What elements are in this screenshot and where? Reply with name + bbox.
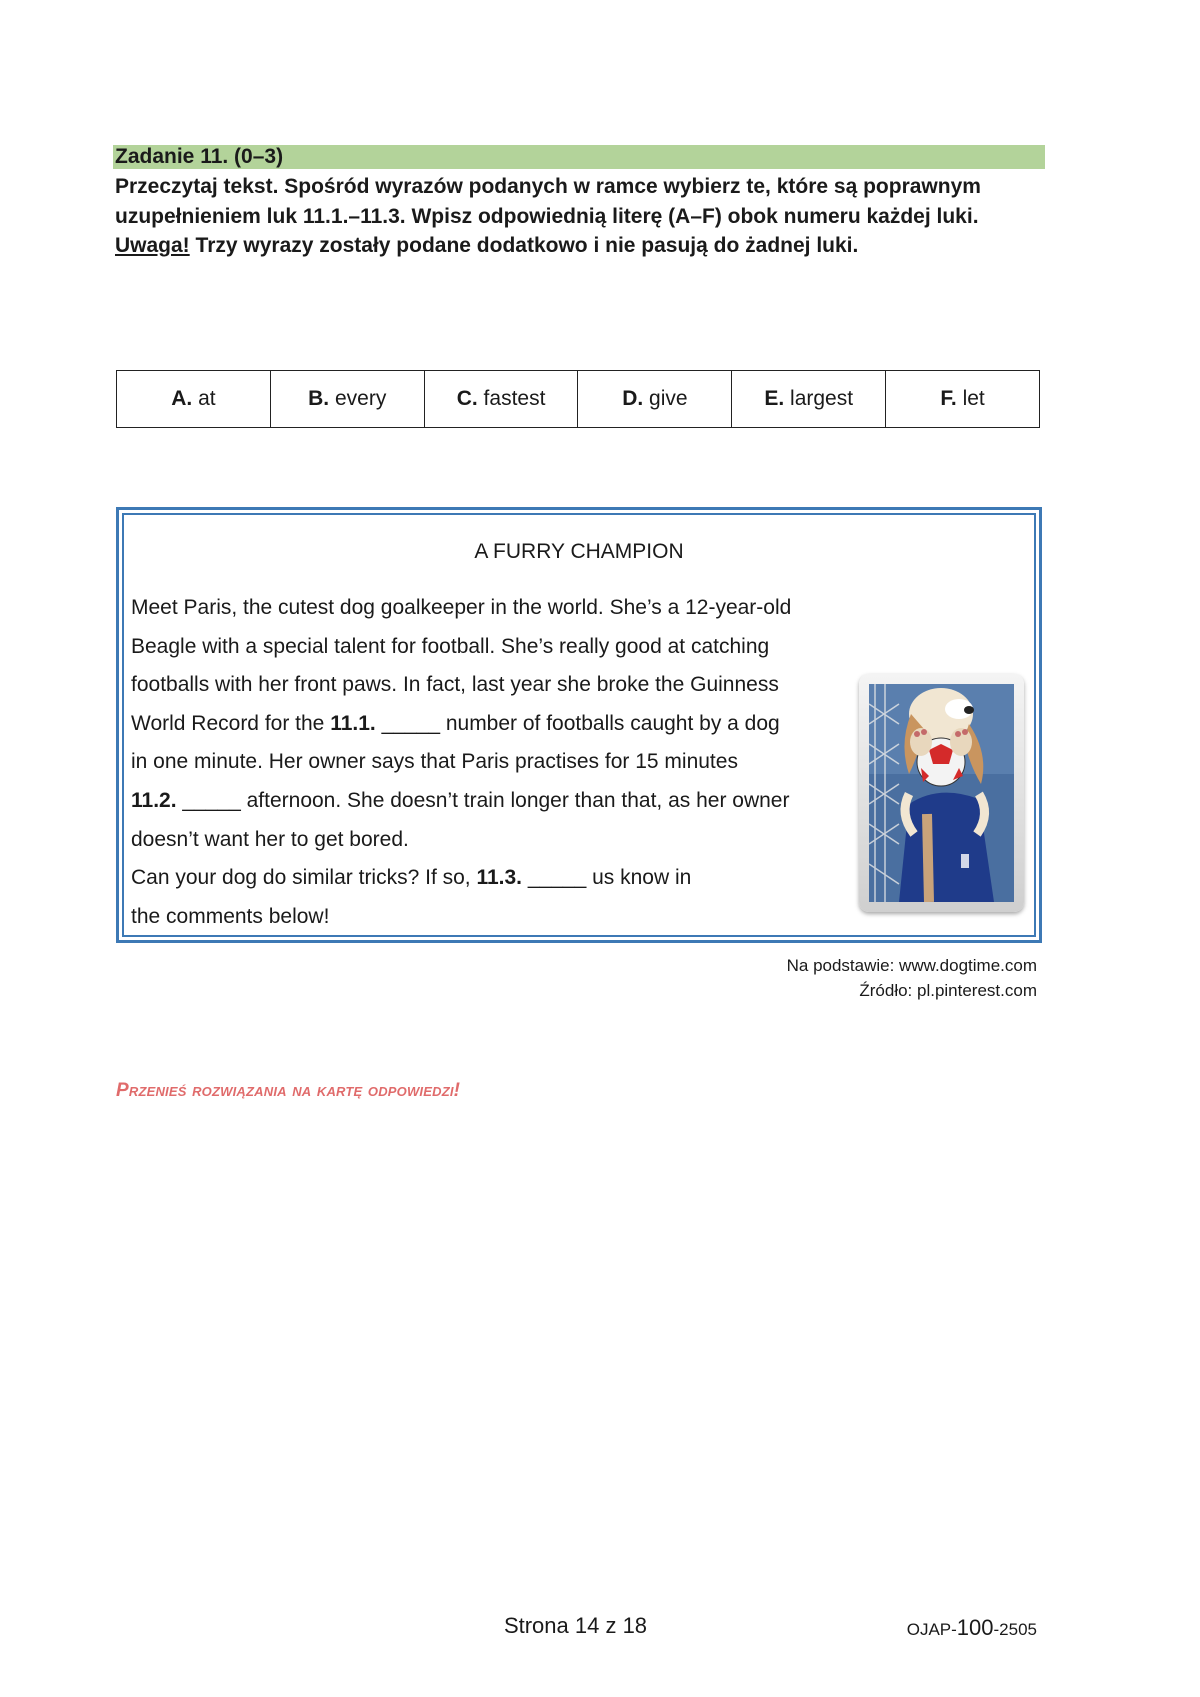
story-title: A FURRY CHAMPION bbox=[474, 540, 684, 563]
story-line: Beagle with a special talent for football. She’s really good at catching bbox=[131, 634, 770, 658]
source-attribution bbox=[787, 953, 1037, 1003]
story-line: Meet Paris, the cutest dog goalkeeper in the world. She’s a 12-year-old bbox=[131, 596, 792, 619]
note bbox=[115, 231, 1035, 261]
option-f: F. let bbox=[886, 371, 1040, 428]
instruction-text: Przeczytaj tekst. Spośród wyrazów podanych w ramce wybierz te, które są poprawnym uzupełnieniem luk 11.1.–11.3. Wpisz odpowiednią literę (A–F) obok numeru każdej luki. bbox=[115, 175, 981, 228]
task-header: Zadanie 11. (0–3) bbox=[113, 145, 1045, 169]
option-d: D. give bbox=[578, 371, 732, 428]
story-line: the comments below! bbox=[131, 904, 330, 928]
option-c: C. fastest bbox=[424, 371, 578, 428]
gap-11-2: 11.2. bbox=[131, 788, 177, 812]
note-text: Trzy wyrazy zostały podane dodatkowo i nie pasują do żadnej luki. bbox=[189, 234, 859, 257]
story-text bbox=[131, 589, 811, 936]
dog-goalkeeper-photo bbox=[859, 674, 1024, 912]
story-line: Can your dog do similar tricks? If so, 11.3. _____ us know in bbox=[131, 866, 692, 890]
option-a: A. at bbox=[117, 371, 271, 428]
gap-11-1: 11.1. bbox=[330, 711, 376, 735]
option-b: B. every bbox=[270, 371, 424, 428]
story-line: 11.2. _____ afternoon. She doesn’t train longer than that, as her owner bbox=[131, 788, 790, 812]
dog-illustration bbox=[869, 684, 1014, 902]
story-line: in one minute. Her owner says that Paris practises for 15 minutes bbox=[131, 750, 738, 774]
option-e: E. largest bbox=[732, 371, 886, 428]
source-line-2: Źródło: pl.pinterest.com bbox=[859, 981, 1037, 1000]
word-options-table bbox=[116, 370, 1040, 428]
reading-text-box bbox=[116, 507, 1042, 943]
source-line-1: Na podstawie: www.dogtime.com bbox=[786, 956, 1037, 975]
story-line: footballs with her front paws. In fact, last year she broke the Guinness bbox=[131, 673, 779, 697]
transfer-instruction: Przenieś rozwiązania na kartę odpowiedzi! bbox=[116, 1080, 461, 1101]
task-instructions bbox=[115, 172, 1035, 261]
story-line: doesn’t want her to get bored. bbox=[131, 827, 409, 851]
page-number: Strona 14 z 18 bbox=[503, 1613, 648, 1638]
gap-11-3: 11.3. bbox=[476, 866, 523, 890]
note-label: Uwaga! bbox=[115, 234, 190, 257]
story-line: World Record for the 11.1. _____ number of footballs caught by a dog bbox=[131, 711, 780, 735]
exam-code: OJAP-100-2505 bbox=[906, 1615, 1037, 1640]
